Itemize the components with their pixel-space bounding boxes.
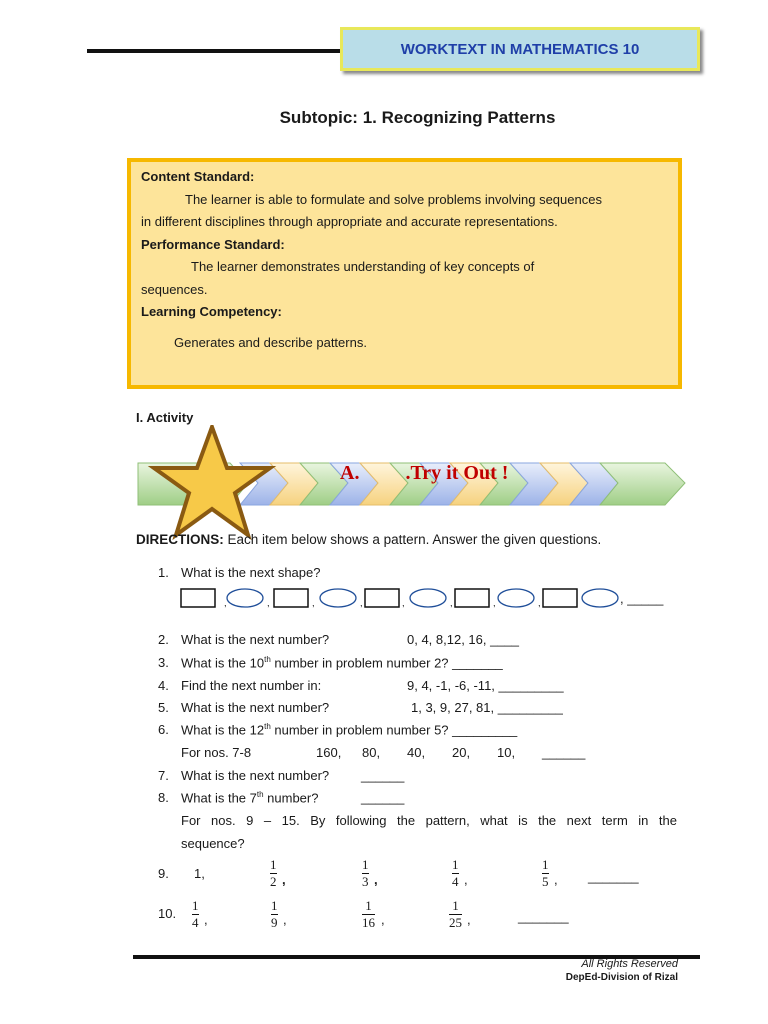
shape-comma: ,	[224, 598, 227, 608]
comma: ,	[282, 872, 286, 887]
numerator: 1	[270, 857, 277, 872]
sequence-term: 160,	[316, 745, 342, 760]
comma: ,	[374, 872, 378, 887]
question-number: 5.	[158, 700, 169, 715]
shape-pattern	[180, 587, 625, 611]
answer-blank[interactable]: , _____	[620, 591, 664, 606]
comma: ,	[554, 872, 558, 887]
ellipse-shape	[227, 589, 263, 607]
question-5-sequence: 1, 3, 9, 27, 81, _________	[411, 700, 563, 715]
question-number: 8.	[158, 790, 169, 805]
nos-9-15-instruction: For nos. 9 – 15. By following the pattern, what is the next term in the	[181, 813, 677, 828]
question-number: 10.	[158, 906, 177, 921]
question-6-text: What is the 12	[181, 722, 265, 738]
deped-division: DepEd-Division of Rizal	[565, 972, 678, 983]
rectangle-shape	[365, 589, 399, 607]
performance-standard-heading: Performance Standard:	[141, 236, 285, 252]
comma: ,	[464, 872, 468, 887]
question-6-text-end: number in problem number 5? _________	[270, 722, 518, 738]
question-6	[181, 722, 517, 737]
denominator: 16	[362, 915, 375, 930]
part-letter: A.	[340, 462, 360, 484]
question-3-text: What is the 10	[181, 655, 265, 671]
question-number: 3.	[158, 655, 169, 670]
numerator: 1	[452, 898, 459, 913]
denominator: 5	[542, 874, 549, 889]
rectangle-shape	[543, 589, 577, 607]
answer-blank[interactable]: ______	[361, 768, 405, 783]
nos-7-8-label: For nos. 7-8	[181, 745, 252, 760]
question-5: What is the next number?	[181, 700, 330, 715]
content-standard-heading: Content Standard:	[141, 169, 255, 184]
numerator: 1	[271, 898, 278, 913]
question-4: Find the next number in:	[181, 678, 322, 693]
comma: ,	[283, 912, 287, 927]
shape-comma: ,	[450, 598, 453, 608]
ordinal-suffix: th	[256, 790, 264, 799]
comma: ,	[381, 912, 385, 927]
fraction	[542, 858, 549, 889]
ordinal-suffix: th	[264, 655, 271, 664]
star-icon	[154, 427, 270, 535]
answer-blank[interactable]: ______	[361, 790, 405, 805]
question-1: What is the next shape?	[181, 565, 321, 580]
shape-comma: ,	[267, 598, 270, 608]
ellipse-shape	[410, 589, 446, 607]
performance-standard-text-2: sequences.	[141, 281, 208, 297]
nos-9-15-instruction-end: sequence?	[181, 836, 245, 851]
numerator: 1	[362, 857, 369, 872]
question-number: 4.	[158, 678, 169, 693]
directions-label: DIRECTIONS:	[136, 532, 224, 547]
denominator: 25	[449, 915, 462, 930]
numerator: 1	[452, 857, 459, 872]
sequence-term: 10,	[497, 745, 516, 760]
shape-comma: ,	[402, 598, 405, 608]
banner-title: WORKTEXT IN MATHEMATICS 10	[400, 40, 640, 58]
numerator: 1	[192, 898, 199, 913]
numerator: 1	[542, 857, 549, 872]
subtopic-title: Subtopic: 1. Recognizing Patterns	[279, 108, 556, 127]
question-number: 9.	[158, 866, 169, 881]
question-2: What is the next number?	[181, 632, 330, 647]
question-7: What is the next number?	[181, 768, 330, 783]
ellipse-shape	[498, 589, 534, 607]
sequence-term: 40,	[407, 745, 426, 760]
question-number: 2.	[158, 632, 169, 647]
shape-comma: ,	[312, 598, 315, 608]
shape-comma: ,	[493, 598, 496, 608]
standards-box	[127, 158, 682, 389]
denominator: 2	[270, 874, 277, 889]
sequence-term: 20,	[452, 745, 471, 760]
denominator: 3	[362, 874, 369, 889]
sequence-term: 80,	[362, 745, 381, 760]
content-standard-text: The learner is able to formulate and solve problems involving sequences	[185, 191, 602, 207]
try-it-out-title: .Try it Out !	[405, 462, 509, 484]
activity-heading: I. Activity	[136, 410, 194, 425]
header-rule	[87, 49, 342, 53]
fraction	[270, 858, 277, 889]
ellipse-shape	[320, 589, 356, 607]
all-rights-reserved: All Rights Reserved	[581, 958, 678, 970]
answer-blank[interactable]: ______	[542, 745, 586, 760]
rectangle-shape	[455, 589, 489, 607]
question-number: 7.	[158, 768, 169, 783]
question-3	[181, 655, 503, 670]
fraction	[362, 899, 375, 930]
denominator: 4	[452, 874, 459, 889]
rectangle-shape	[274, 589, 308, 607]
fraction	[449, 899, 462, 930]
fraction	[362, 858, 369, 889]
answer-blank[interactable]: _______	[518, 909, 569, 924]
question-8-text: What is the 7	[181, 790, 257, 806]
ellipse-shape	[582, 589, 618, 607]
comma: ,	[204, 912, 208, 927]
question-2-sequence: 0, 4, 8,12, 16, ____	[407, 632, 520, 647]
comma: ,	[467, 912, 471, 927]
answer-blank[interactable]: _______	[588, 869, 639, 884]
directions	[136, 532, 601, 547]
rectangle-shape	[181, 589, 215, 607]
fraction	[271, 899, 278, 930]
worktext-banner	[340, 27, 700, 71]
question-number: 1.	[158, 565, 169, 580]
question-number: 6.	[158, 722, 169, 737]
shape-comma: ,	[360, 598, 363, 608]
denominator: 4	[192, 915, 199, 930]
denominator: 9	[271, 915, 278, 930]
numerator: 1	[365, 898, 372, 913]
learning-competency-text: Generates and describe patterns.	[174, 334, 367, 350]
fraction	[192, 899, 199, 930]
fraction	[452, 858, 459, 889]
question-8-text-end: number?	[263, 790, 319, 806]
try-it-out-heading	[340, 462, 508, 485]
question-9-first-term: 1,	[194, 866, 205, 881]
performance-standard-text: The learner demonstrates understanding of key concepts of	[191, 259, 535, 274]
directions-text: Each item below shows a pattern. Answer the given questions.	[223, 532, 602, 547]
question-3-text-end: number in problem number 2? _______	[270, 655, 503, 671]
shape-comma: ,	[538, 598, 541, 608]
learning-competency-heading: Learning Competency:	[141, 304, 282, 319]
question-4-sequence: 9, 4, -1, -6, -11, _________	[407, 678, 564, 693]
question-8	[181, 790, 318, 805]
ordinal-suffix: th	[264, 722, 271, 731]
content-standard-text-2: in different disciplines through appropriate and accurate representations.	[141, 214, 558, 229]
